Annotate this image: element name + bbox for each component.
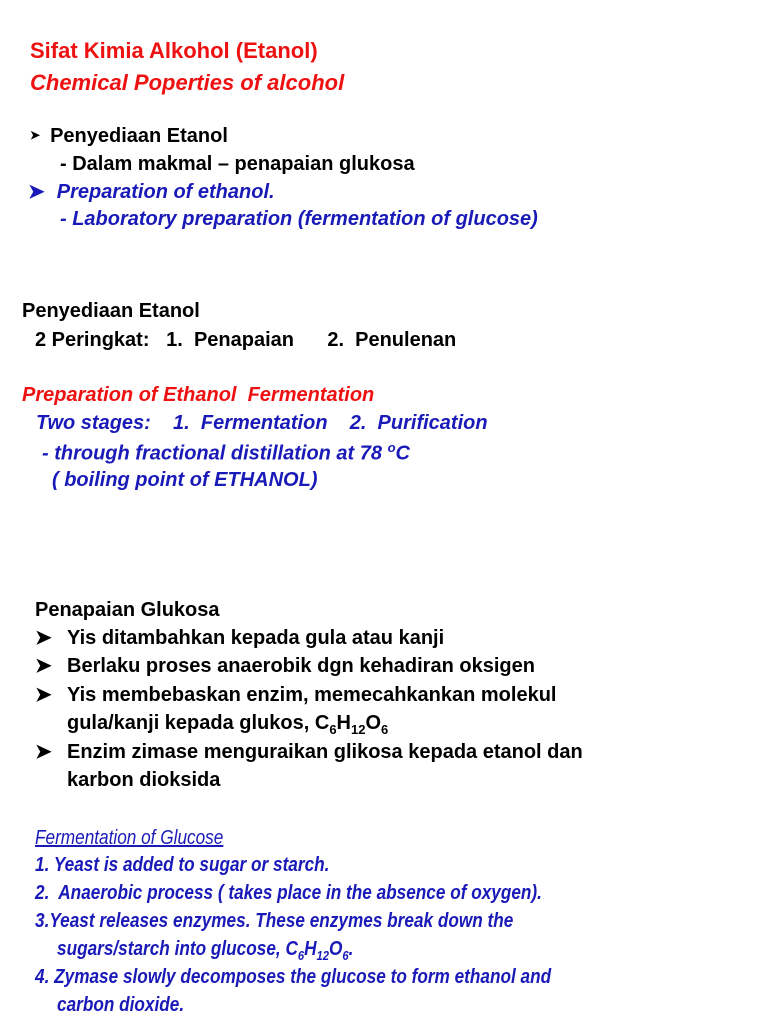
intro-item-english xyxy=(28,182,275,202)
glucose-formula-english: $C_6H_{12}O_6$. xyxy=(285,938,354,963)
english-step-3: 3.Yeast releases enzymes. These enzymes break down the xyxy=(35,910,514,932)
arrow-bullet-icon: ➤ xyxy=(35,684,52,706)
bullet-malay-4-text: Enzim zimase menguraikan glikosa kepada etanol dan xyxy=(67,741,583,763)
bullet-malay-3-text: Yis membebaskan enzim, memecahkankan molekul xyxy=(67,684,557,706)
stages-line-english: Two stages: 1. Fermentation 2. Purification xyxy=(36,412,488,434)
distillation-text: - through fractional distillation at 78 xyxy=(42,442,388,465)
fermentation-title-english: Fermentation of Glucose xyxy=(35,827,224,849)
fermentation-title-malay: Penapaian Glukosa xyxy=(35,599,220,621)
intro-sub-english: - Laboratory preparation (fermentation of glucose) xyxy=(60,208,538,230)
intro-sub-malay: - Dalam makmal – penapaian glukosa xyxy=(60,153,415,175)
title-malay: Sifat Kimia Alkohol (Etanol) xyxy=(30,38,318,63)
bullet-malay-1 xyxy=(35,628,444,648)
boiling-point-line: ( boiling point of ETHANOL) xyxy=(52,469,318,491)
degree-symbol: o xyxy=(387,440,396,455)
bullet-malay-3 xyxy=(35,685,556,705)
english-step-1: 1. Yeast is added to sugar or starch. xyxy=(35,854,330,876)
arrow-bullet-icon: ➤ xyxy=(35,655,52,677)
stages-title-english: Preparation of Ethanol Fermentation xyxy=(22,384,375,406)
intro-item-malay xyxy=(30,126,228,146)
arrow-bullet-icon: ➤ xyxy=(35,627,52,649)
english-step-3-continued xyxy=(57,939,353,962)
english-step-4: 4. Zymase slowly decomposes the glucose to form ethanol and xyxy=(35,966,552,988)
intro-item-english-text: Preparation of ethanol. xyxy=(56,181,275,203)
stages-line-malay: 2 Peringkat: 1. Penapaian 2. Penulenan xyxy=(35,329,457,351)
english-step-3-continued-text: sugars/starch into glucose, xyxy=(57,938,286,960)
celsius-unit: C xyxy=(395,442,410,465)
english-step-4-continued: carbon dioxide. xyxy=(57,994,185,1016)
stages-title-malay: Penyediaan Etanol xyxy=(22,300,200,322)
bullet-malay-1-text: Yis ditambahkan kepada gula atau kanji xyxy=(67,627,445,649)
small-arrow-bullet-icon: ➤ xyxy=(30,128,41,142)
bullet-malay-2 xyxy=(35,656,535,676)
bullet-malay-3-continued-text: gula/kanji kepada glukos, xyxy=(67,712,315,734)
intro-item-malay-text: Penyediaan Etanol xyxy=(50,125,228,147)
bullet-malay-3-continued xyxy=(67,713,388,736)
title-english: Chemical Poperties of alcohol xyxy=(30,70,345,95)
bullet-malay-4-continued: karbon dioksida xyxy=(67,769,221,791)
arrow-bullet-icon: ➤ xyxy=(35,741,52,763)
arrow-bullet-icon: ➤ xyxy=(28,181,45,203)
glucose-formula: $C_6H_{12}O_6$ xyxy=(314,712,389,737)
bullet-malay-2-text: Berlaku proses anaerobik dgn kehadiran oksigen xyxy=(67,655,535,677)
english-step-2: 2. Anaerobic process ( takes place in the absence of oxygen). xyxy=(35,882,542,904)
distillation-line xyxy=(42,441,410,464)
bullet-malay-4 xyxy=(35,742,583,762)
